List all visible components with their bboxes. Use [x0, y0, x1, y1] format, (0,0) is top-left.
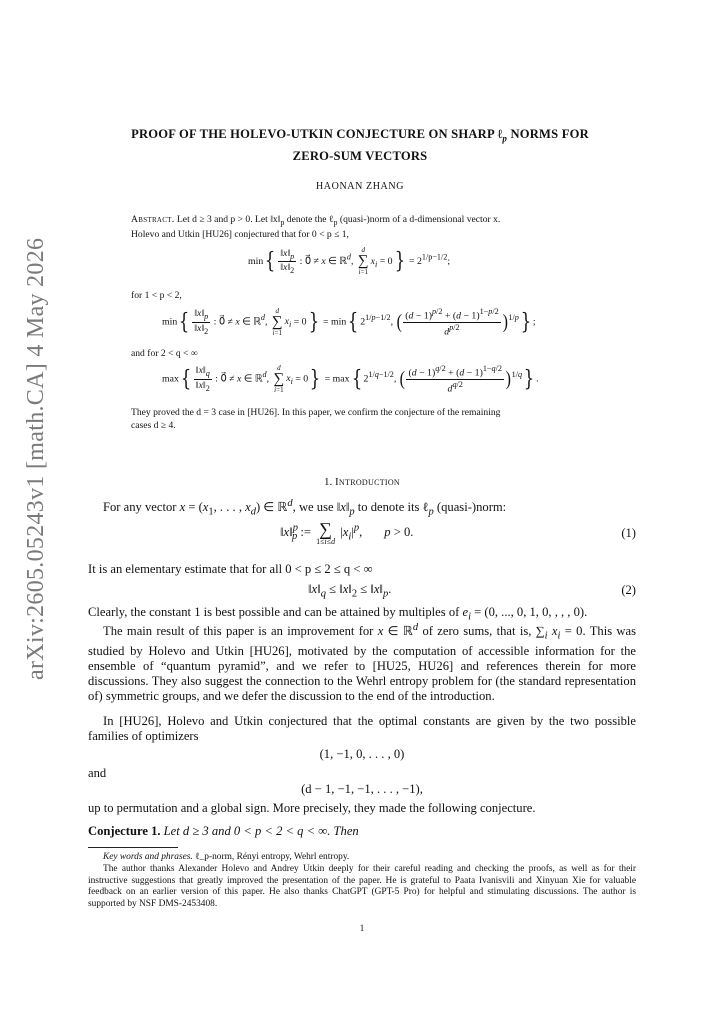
- intro-paragraph-1: For any vector $x = (x_1$, . . . , $x_d$) ∈ ℝ$^d$, we use $‖x‖_p$ to denote its ℓ$_p$ (quasi-)norm:: [103, 498, 507, 518]
- and-connector: and: [88, 766, 107, 780]
- abstract-text1-end2: (quasi-)norm of a d-dimensional vector x.: [337, 214, 501, 225]
- abstract-equation-2: min{ $\frac{‖x‖_p}{‖x‖_2}$ : 0⃗ ≠ x ∈ ℝ$^d$, d ∑ i=1 $x_i = 0\} = \min${ $2^{1/p-1/2}$, ( $\frac{(d - 1)^{p/2} + (d - 1)^{1-p/2}}{d^{p/2}}$ )$^{1/p}$} ;: [162, 306, 536, 337]
- intro-paragraph-5: In [HU26], Holevo and Utkin conjectured that the optimal constants are given by the two possible families of optimizers: [88, 714, 636, 743]
- footnote-rule: [88, 847, 178, 848]
- abstract-eq1-rhs: = 2: [409, 255, 422, 267]
- abstract-text1: Let d ≥ 3 and p > 0. Let ‖x‖: [174, 214, 281, 225]
- title-line1-sub: p: [502, 133, 508, 144]
- author-name: HAONAN ZHANG: [315, 181, 405, 192]
- abstract-conclusion: [131, 407, 593, 432]
- abstract-conclusion-1: They proved the d = 3 case in [HU26]. In this paper, we confirm the conjecture of the remaining: [131, 407, 501, 418]
- abstract-paragraph: [131, 214, 593, 242]
- title-line2: ZERO-SUM VECTORS: [292, 148, 428, 163]
- equation-1-number: (1): [621, 526, 636, 540]
- abstract-text2: Holevo and Utkin [HU26] conjectured that for 0 < p ≤ 1,: [131, 229, 349, 241]
- abstract-text1-sub2: p: [333, 217, 338, 227]
- abstract-case-3: and for 2 < q < ∞: [131, 348, 198, 359]
- conjecture-1: [88, 824, 359, 839]
- intro-paragraph-3: Clearly, the constant 1 is best possible and can be attained by multiples of $e_i = (0$, ..., 0, 1, 0, , , , 0).: [88, 605, 588, 623]
- arxiv-side-stamp: arXiv:2605.05243v1 [math.CA] 4 May 2026: [23, 237, 49, 680]
- abstract-case-2: for 1 < p < 2,: [131, 290, 182, 301]
- abstract-eq1-exp: 1/p−1/2: [421, 252, 448, 262]
- footnote-thanks: The author thanks Alexander Holevo and Andrey Utkin deeply for their careful reading and checking the proofs, as well as for their instructive suggestions that greatly improved the presentation of the paper. He is grateful to Paata Ivanisvili and Xinyuan Xie for valuable feedback on an earlier version of this paper. He also thanks ChatGPT (GPT-5 Pro) for helpful and stimulating discussions. The author is supported by NSF DMS-2453408.: [88, 864, 636, 909]
- conjecture-text: Let d ≥ 3 and 0 < p < 2 < q < ∞. Then: [160, 824, 359, 838]
- abstract-text1-sub: p: [280, 217, 285, 227]
- page-number: 1: [359, 923, 365, 933]
- optimizer-1: (1, −1, 0, . . . , 0): [319, 747, 405, 761]
- intro-paragraph-6: up to permutation and a global sign. More precisely, they made the following conjecture.: [88, 801, 536, 815]
- keywords-text: ℓ_p-norm, Rényi entropy, Wehrl entropy.: [192, 852, 350, 862]
- abstract-equation-1: min{ $\frac{‖x‖_p}{‖x‖_2}$ : 0⃗ ≠ x ∈ ℝ$^d$, d ∑ i=1 $x_i = 0\} = 2^{1/p-1/2}$;: [248, 246, 451, 276]
- section-number: 1.: [323, 476, 333, 488]
- abstract-text1-end: denote the ℓ: [284, 214, 334, 225]
- abstract-conclusion-2: cases d ≥ 4.: [131, 419, 176, 431]
- title-line1-end: NORMS FOR: [507, 127, 589, 141]
- paper-title: [100, 126, 620, 165]
- equation-2-number: (2): [621, 583, 636, 597]
- equation-1: ‖x‖$^p_p$ := ∑ 1≤i≤d $|x_i|^p$, p > 0.: [280, 519, 414, 546]
- equation-2: $‖x‖_q$ ≤ $‖x‖_2$ ≤ $‖x‖_p$.: [308, 582, 392, 600]
- title-line1: PROOF OF THE HOLEVO-UTKIN CONJECTURE ON SHARP ℓ: [131, 127, 503, 141]
- abstract-label: Abstract.: [131, 214, 175, 225]
- abstract-equation-3: max{ $\frac{‖x‖_q}{‖x‖_2}$ : 0⃗ ≠ x ∈ ℝ$^d$, d ∑ i=1 $x_i = 0\} = \max${ $2^{1/q-1/2}$, ( $\frac{(d - 1)^{q/2} + (d - 1)^{1-q/2}}{d^{q/2}}$ )$^{1/q}$} .: [162, 363, 539, 394]
- section-title: Introduction: [334, 476, 401, 488]
- footnote-keywords: [88, 852, 636, 864]
- intro-paragraph-4: The main result of this paper is an improvement for x ∈ ℝ$^d$ of zero sums, that is, $\sum_i$ $x_i = 0$. This was studied by Holevo and Utkin [HU26], motivated by the computation of accessible information for the ensemble of “quantum pyramid”, and we refer to [HU25, HU26] and references therein for more discussions. They also suggest the connection to the Wehrl entropy problem for (the standard representation of) symmetric groups, and we defer the discussion to the end of the introduction.: [88, 622, 637, 703]
- optimizer-2: (d − 1, −1, −1, . . . , −1),: [301, 782, 423, 796]
- keywords-label: Key words and phrases.: [103, 852, 193, 862]
- conjecture-label: Conjecture 1.: [88, 824, 161, 838]
- section-heading: [88, 476, 636, 488]
- intro-paragraph-2: It is an elementary estimate that for all 0 < p ≤ 2 ≤ q < ∞: [88, 562, 373, 576]
